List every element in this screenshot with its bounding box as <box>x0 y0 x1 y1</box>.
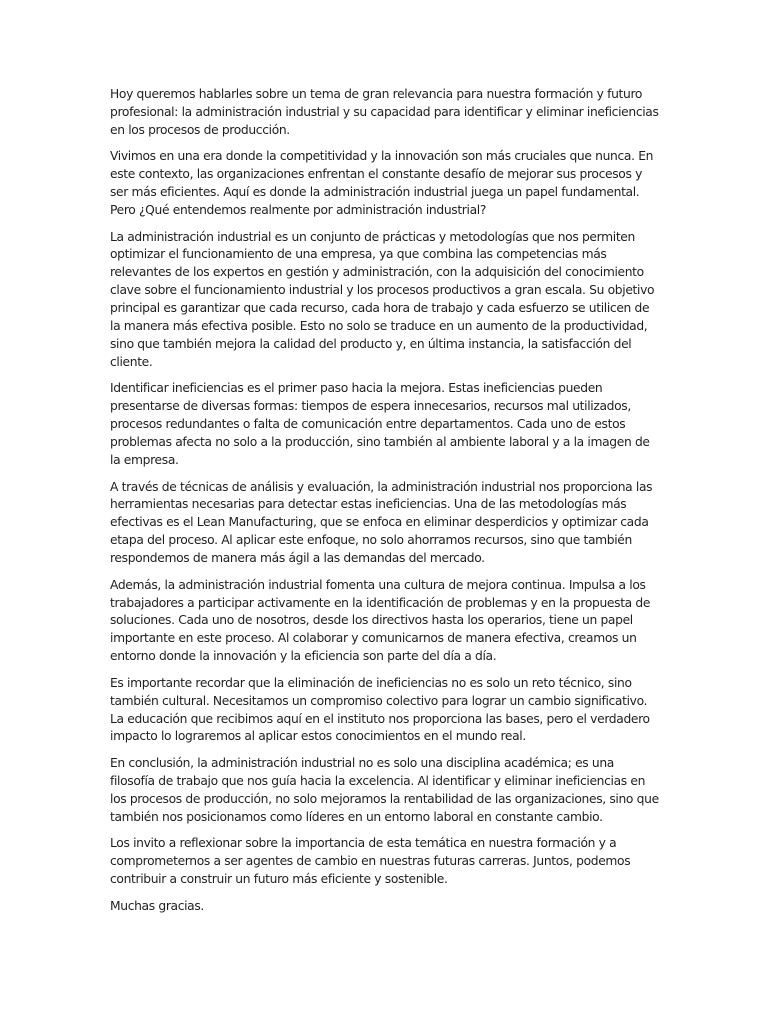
paragraph-conclusion: En conclusión, la administración industrial no es solo una disciplina académica; es una filosofía de trabajo que nos guía hacia la excelencia. Al identificar y eliminar ineficiencias en los procesos de producción, no solo mejoramos la rentabilidad de las organizaciones, sino que también nos posicionamos como líderes en un entorno laboral en constante cambio. <box>110 755 659 824</box>
paragraph-context: Vivimos en una era donde la competitividad y la innovación son más cruciales que nunca. En este contexto, las organizaciones enfrentan el constante desafío de mejorar sus procesos y ser más eficientes. Aquí es donde la administración industrial juega un papel fundamental. Pero ¿Qué entendemos realmente por administración industrial? <box>110 149 654 218</box>
document-body <box>110 86 660 924</box>
paragraph-identify: Identificar ineficiencias es el primer paso hacia la mejora. Estas ineficiencias pueden presentarse de diversas formas: tiempos de espera innecesarios, recursos mal utilizados, procesos redundantes o falta de comunicación entre departamentos. Cada uno de estos problemas afecta no solo a la producción, sino también al ambiente laboral y a la imagen de la empresa. <box>110 381 650 467</box>
paragraph-commitment: Es importante recordar que la eliminación de ineficiencias no es solo un reto técnico, sino también cultural. Necesitamos un compromiso colectivo para lograr un cambio significativo. La educación que recibimos aquí en el instituto nos proporciona las bases, pero el verdadero impacto lo lograremos al aplicar estos conocimientos en el mundo real. <box>110 675 650 744</box>
paragraph-definition: La administración industrial es un conjunto de prácticas y metodologías que nos permiten optimizar el funcionamiento de una empresa, ya que combina las competencias más relevantes de los expertos en gestión y administración, con la adquisición del conocimiento clave sobre el funcionamiento industrial y los procesos productivos a gran escala. Su objetivo principal es garantizar que cada recurso, cada hora de trabajo y cada esfuerzo se utilicen de la manera más efectiva posible. Esto no solo se traduce en un aumento de la productividad, sino que también mejora la calidad del producto y, en última instancia, la satisfacción del cliente. <box>110 229 655 369</box>
paragraph-culture: Además, la administración industrial fomenta una cultura de mejora continua. Impulsa a los trabajadores a participar activamente en la identificación de problemas y en la propuesta de soluciones. Cada uno de nosotros, desde los directivos hasta los operarios, tiene un papel importante en este proceso. Al colaborar y comunicarnos de manera efectiva, creamos un entorno donde la innovación y la eficiencia son parte del día a día. <box>110 577 651 664</box>
paragraph-intro: Hoy queremos hablarles sobre un tema de gran relevancia para nuestra formación y futuro profesional: la administración industrial y su capacidad para identificar y eliminar ineficiencias en los procesos de producción. <box>110 87 659 137</box>
paragraph-invitation: Los invito a reflexionar sobre la importancia de esta temática en nuestra formación y a comprometernos a ser agentes de cambio en nuestras futuras carreras. Juntos, podemos contribuir a construir un futuro más eficiente y sostenible. <box>110 836 631 886</box>
paragraph-closing: Muchas gracias. <box>110 898 204 913</box>
paragraph-techniques: A través de técnicas de análisis y evaluación, la administración industrial nos proporciona las herramientas necesarias para detectar estas ineficiencias. Una de las metodologías más efectivas es el Lean Manufacturing, que se enfoca en eliminar desperdicios y optimizar cada etapa del proceso. Al aplicar este enfoque, no solo ahorramos recursos, sino que también respondemos de manera más ágil a las demandas del mercado. <box>110 479 653 566</box>
